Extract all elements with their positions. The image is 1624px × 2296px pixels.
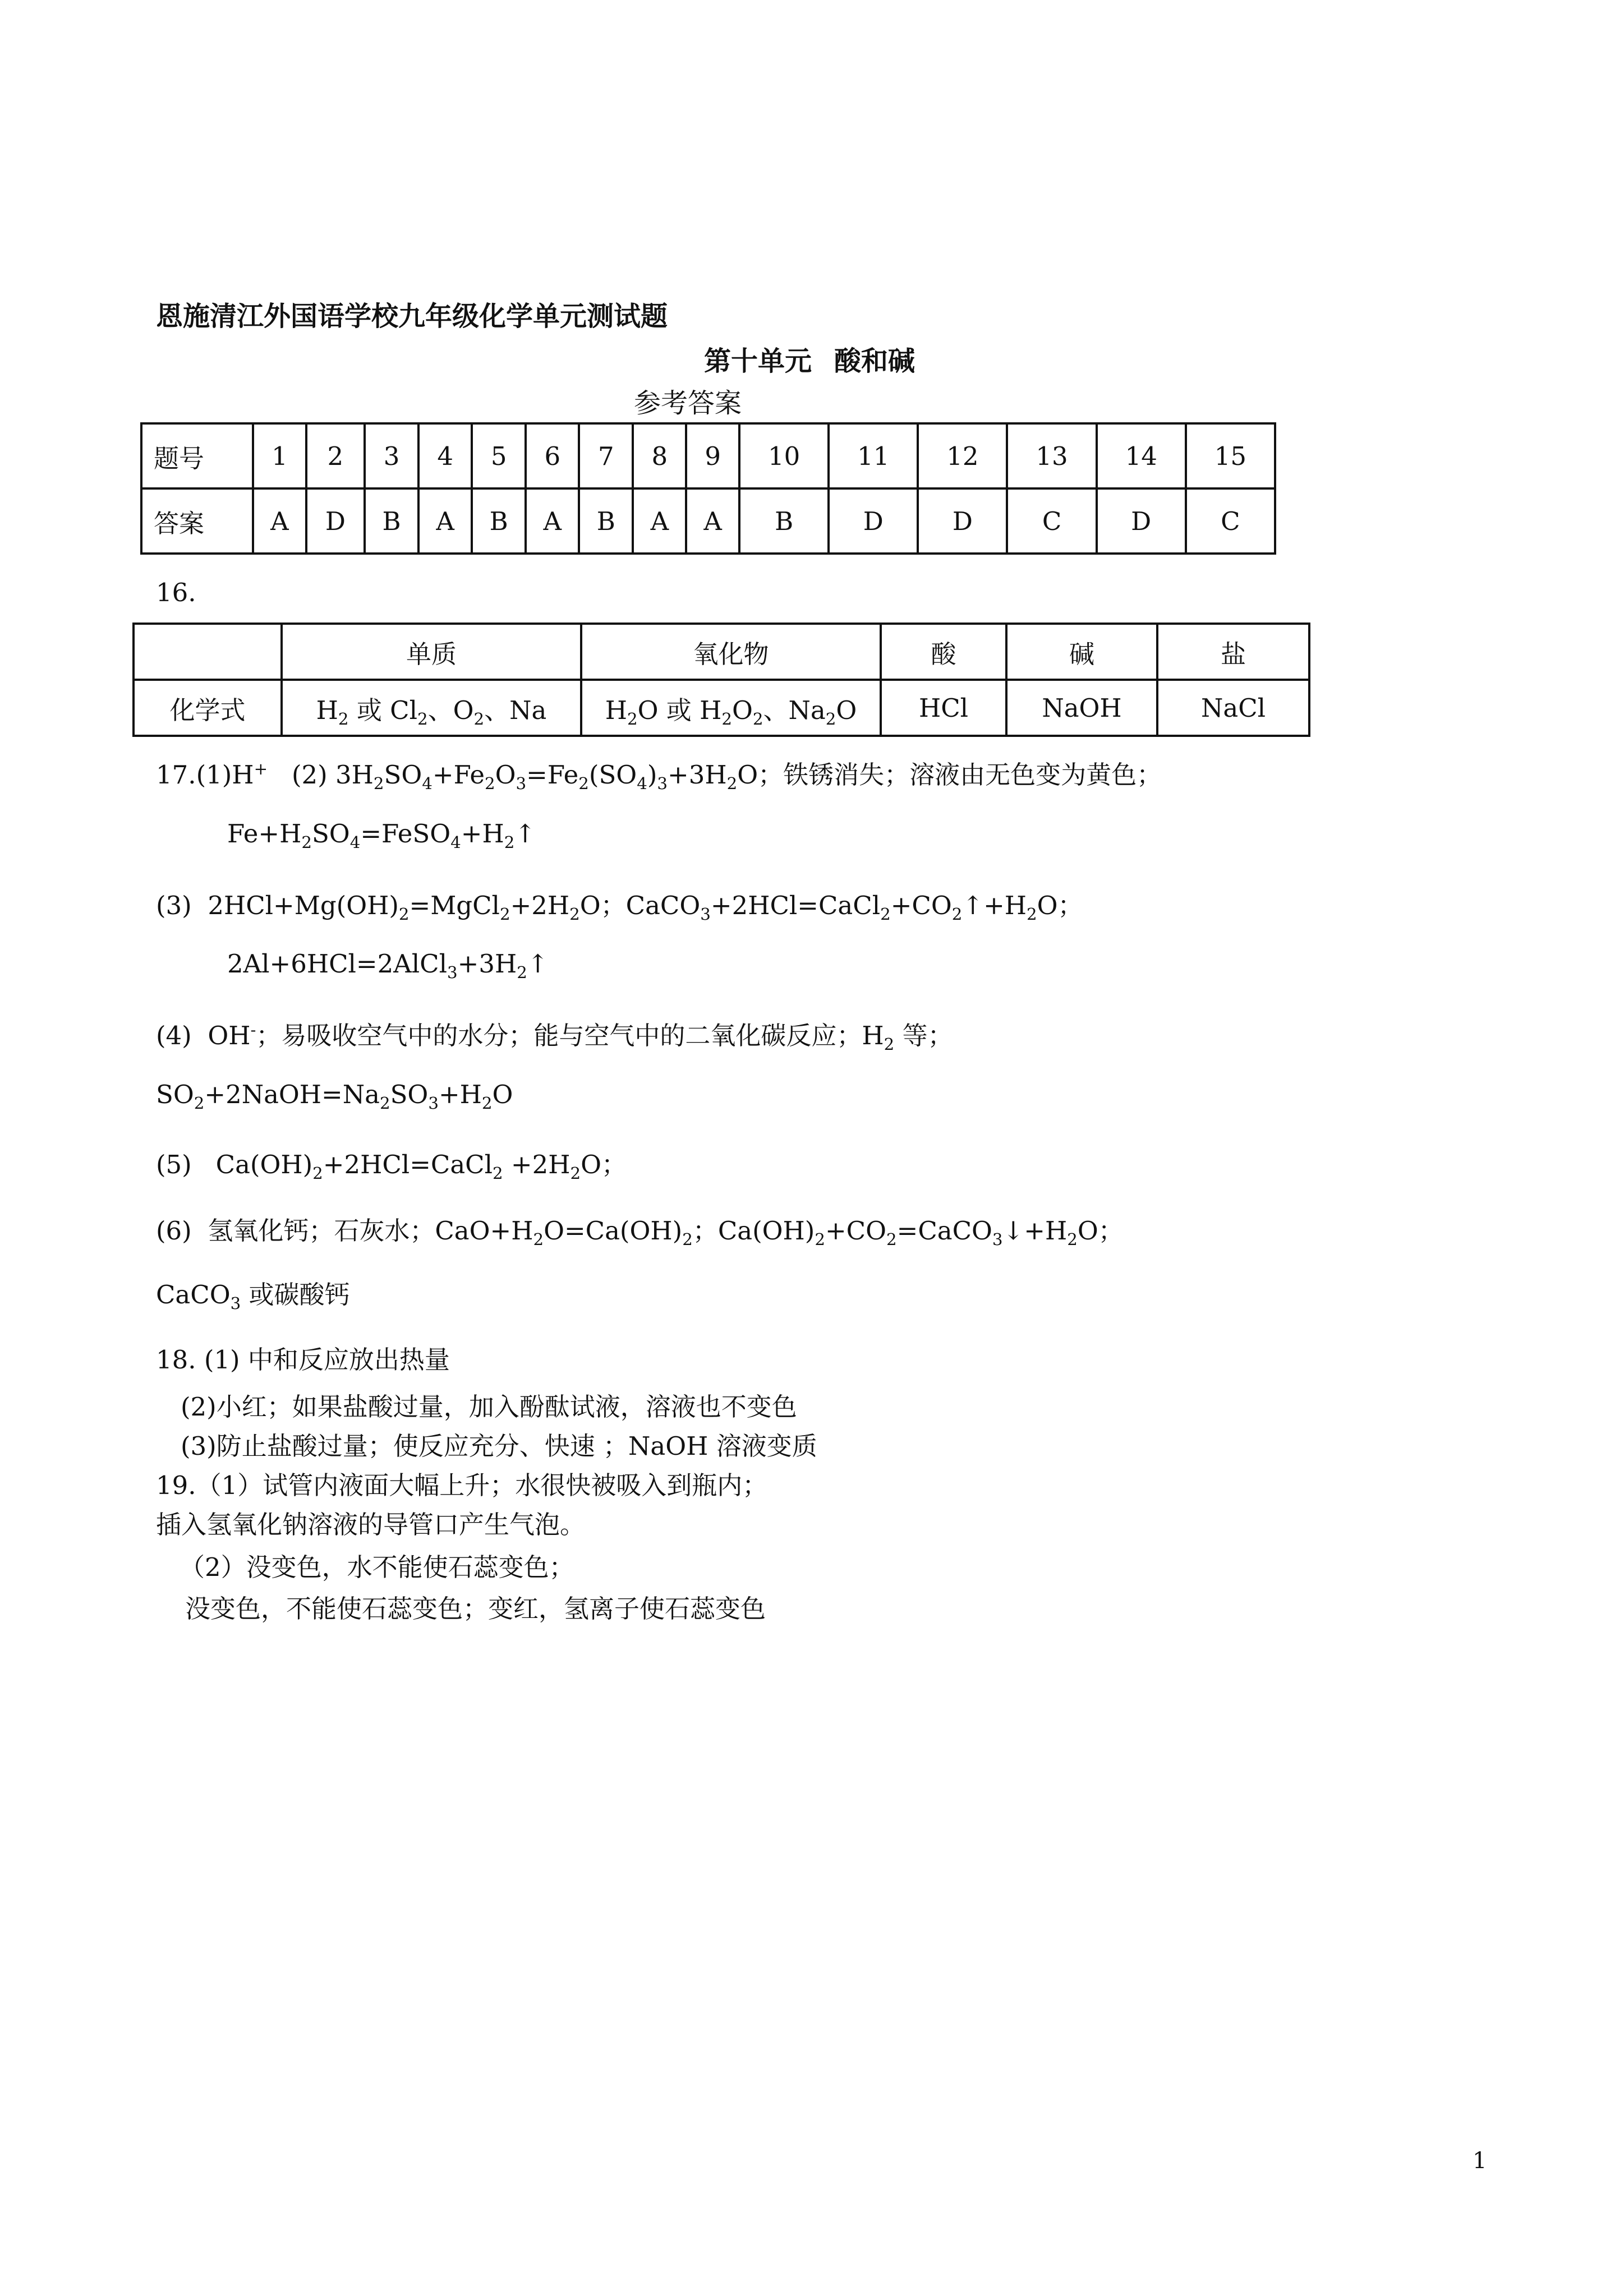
answer-cell: A — [686, 488, 739, 554]
q19-line-1: 19.（1）试管内液面大幅上升；水很快被吸入到瓶内； — [156, 1470, 768, 1500]
answer-cell: A — [526, 488, 579, 554]
mc-answer-table — [140, 422, 1276, 555]
answer-row — [141, 488, 1275, 554]
q18-line-1: 18. (1) 中和反应放出热量 — [156, 1345, 450, 1375]
answer-cell: D — [306, 488, 365, 554]
answer-cell: D — [918, 488, 1007, 554]
answer-cell: D — [829, 488, 918, 554]
q17-line-2: $Fe+H_2SO_4=FeSO_4+H_2↑$ — [227, 819, 536, 852]
question-number: 7 — [579, 423, 633, 488]
q16-row-label: 化学式 — [134, 680, 282, 736]
question-number: 13 — [1007, 423, 1096, 488]
answer-key-title: 参考答案 — [634, 388, 742, 419]
q17-line-3: (3) $2HCl+Mg(OH)_2=MgCl_2+2H_2O$；$CaCO_3+2HCl=CaCl_2+CO_2↑+H_2O$； — [156, 891, 1083, 924]
question-number: 10 — [739, 423, 829, 488]
unit-subtitle — [704, 339, 915, 378]
q16-element-cell: $H_2$ 或 $Cl_2$、$O_2$、Na — [282, 680, 581, 736]
q16-base-cell: NaOH — [1006, 680, 1157, 736]
answer-cell: C — [1186, 488, 1275, 554]
q17-line-4: $2Al+6HCl=2AlCl_3+3H_2↑$ — [227, 949, 549, 982]
q16-header-base: 碱 — [1006, 624, 1157, 680]
answer-cell: A — [633, 488, 686, 554]
question-number: 3 — [365, 423, 418, 488]
q16-header-acid: 酸 — [881, 624, 1006, 680]
question-number: 2 — [306, 423, 365, 488]
answer-cell: B — [365, 488, 418, 554]
q17-line-9: CaCO$_3$ 或碳酸钙 — [156, 1280, 350, 1313]
q16-acid-cell: HCl — [881, 680, 1006, 736]
question-number: 9 — [686, 423, 739, 488]
question-number: 6 — [526, 423, 579, 488]
answer-cell: C — [1007, 488, 1096, 554]
q16-header-oxide: 氧化物 — [581, 624, 881, 680]
q17-line-6: $SO_2+2NaOH=Na_2SO_3+H_2O$ — [156, 1080, 513, 1113]
question-number: 11 — [829, 423, 918, 488]
question-number: 12 — [918, 423, 1007, 488]
unit-label: 第十单元 — [704, 345, 812, 377]
question-number: 15 — [1186, 423, 1275, 488]
q16-header-element: 单质 — [282, 624, 581, 680]
question-number: 14 — [1097, 423, 1186, 488]
q16-salt-cell: NaCl — [1157, 680, 1309, 736]
q16-header-row — [134, 624, 1309, 680]
row-header-answer: 答案 — [141, 488, 253, 554]
question-number: 4 — [418, 423, 472, 488]
question-number: 1 — [253, 423, 306, 488]
row-header-number: 题号 — [141, 423, 253, 488]
q19-line-2: 插入氢氧化钠溶液的导管口产生气泡。 — [156, 1510, 586, 1539]
q19-line-4: 没变色，不能使石蕊变色；变红，氢离子使石蕊变色 — [185, 1594, 766, 1624]
answer-cell: B — [739, 488, 829, 554]
q18-line-2: (2)小红；如果盐酸过量，加入酚酞试液，溶液也不变色 — [181, 1392, 797, 1422]
question-number: 5 — [472, 423, 526, 488]
answer-cell: A — [418, 488, 472, 554]
answer-cell: A — [253, 488, 306, 554]
q16-formula-row — [134, 680, 1309, 736]
q17-line-1: 17.(1)H+ (2) $3H_2SO_4+Fe_2O_3=Fe_2(SO_4)_3+3H_2O$；铁锈消失；溶液由无色变为黄色； — [156, 759, 1162, 793]
answer-cell: B — [579, 488, 633, 554]
q19-line-3: （2）没变色，水不能使石蕊变色； — [180, 1552, 574, 1582]
q16-oxide-cell: $H_2O$ 或 $H_2O_2$、$Na_2O$ — [581, 680, 881, 736]
q17-line-8: (6) 氢氧化钙；石灰水；$CaO+H_2O=Ca(OH)_2$；$Ca(OH)_2+CO_2=CaCO_3↓+H_2O$； — [156, 1216, 1124, 1249]
q17-line-5: (4) OH-；易吸收空气中的水分；能与空气中的二氧化碳反应；$H_2$ 等； — [156, 1020, 953, 1054]
answer-cell: B — [472, 488, 526, 554]
document-title: 恩施清江外国语学校九年级化学单元测试题 — [156, 301, 668, 332]
unit-topic: 酸和碱 — [834, 345, 915, 377]
q16-header-empty — [134, 624, 282, 680]
question-number: 8 — [633, 423, 686, 488]
q16-header-salt: 盐 — [1157, 624, 1309, 680]
page-number: 1 — [1473, 2148, 1487, 2174]
question-number-row — [141, 423, 1275, 488]
q18-line-3: (3)防止盐酸过量；使反应充分、快速 ；NaOH 溶液变质 — [181, 1431, 817, 1461]
answer-cell: D — [1097, 488, 1186, 554]
q16-table — [132, 623, 1310, 737]
q16-label: 16. — [156, 578, 196, 607]
q17-line-7: (5) $Ca(OH)_2+2HCl=CaCl_2 +2H_2O$； — [156, 1150, 627, 1183]
